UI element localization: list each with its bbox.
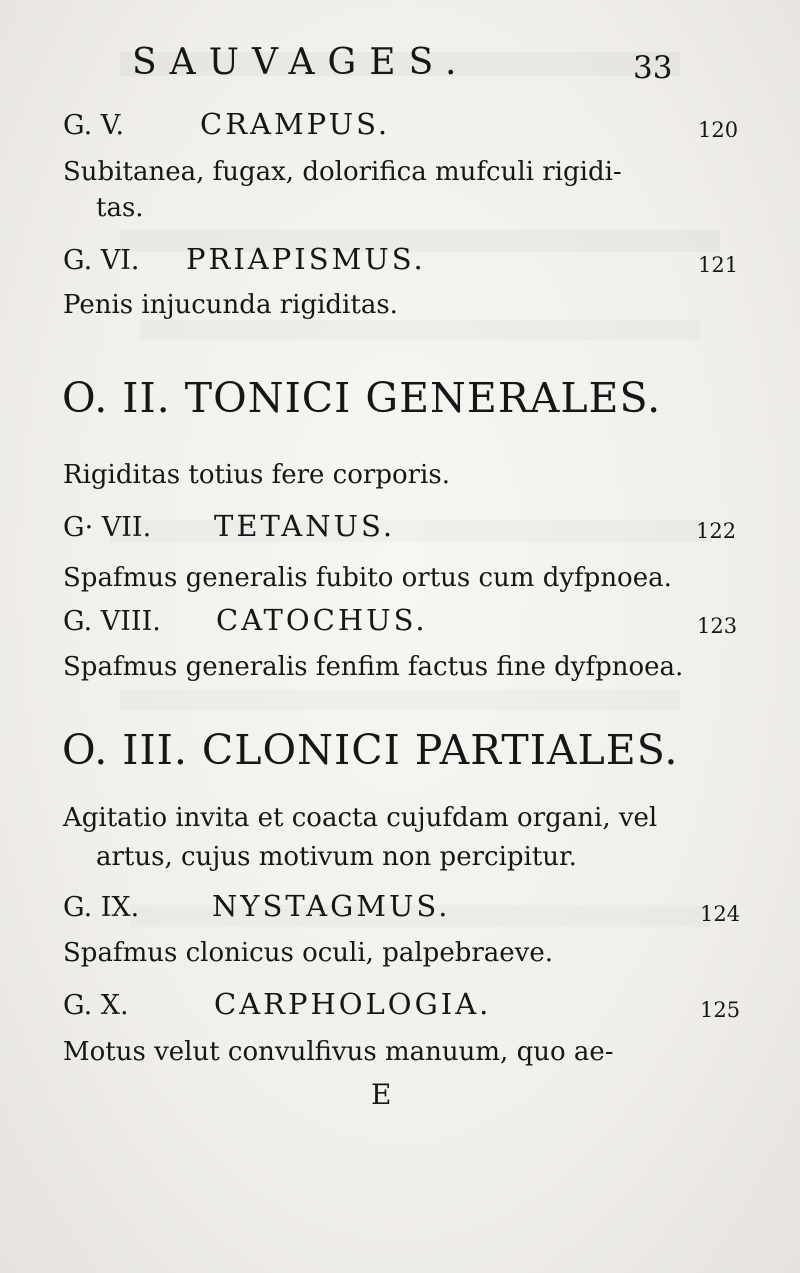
genus-number: 125 <box>700 998 741 1022</box>
page-number: 33 <box>633 50 673 86</box>
order-title: O. II. TONICI GENERALES. <box>62 374 662 422</box>
order-description: Agitatio invita et coacta cujufdam organi, vel <box>63 803 658 833</box>
genus-description: Motus velut convulfivus manuum, quo ae- <box>63 1037 614 1067</box>
genus-description: Spafmus clonicus oculi, palpebraeve. <box>63 938 554 968</box>
genus-number: 122 <box>696 519 737 543</box>
signature-mark: E <box>371 1078 392 1111</box>
genus-description-continued: tas. <box>96 193 144 223</box>
genus-code: G. VI. <box>63 245 140 276</box>
genus-name: NYSTAGMUS. <box>212 889 451 923</box>
order-title: O. III. CLONICI PARTIALES. <box>62 726 679 774</box>
genus-description: Subitanea, fugax, dolorifica mufculi rigidi- <box>63 157 622 187</box>
genus-name: TETANUS. <box>214 509 396 543</box>
genus-description: Spafmus generalis fubito ortus cum dyfpnoea. <box>63 563 672 593</box>
order-description: Rigiditas totius fere corporis. <box>63 460 450 490</box>
genus-description: Spafmus generalis fenfim factus fine dyfpnoea. <box>63 652 684 682</box>
bleed-through-shade <box>140 320 700 340</box>
running-title: SAUVAGES. <box>132 42 470 83</box>
genus-code: G. VIII. <box>63 606 161 637</box>
genus-name: PRIAPISMUS. <box>186 242 426 276</box>
genus-code: G. V. <box>63 110 125 141</box>
genus-name: CATOCHUS. <box>216 603 428 637</box>
genus-number: 124 <box>700 902 741 926</box>
genus-number: 121 <box>698 253 739 277</box>
genus-description: Penis injucunda rigiditas. <box>63 290 398 320</box>
bleed-through-shade <box>110 520 710 542</box>
genus-code: G. X. <box>63 990 129 1021</box>
genus-name: CARPHOLOGIA. <box>214 987 492 1021</box>
genus-code: G· VII. <box>63 512 152 543</box>
genus-number: 123 <box>697 614 738 638</box>
order-description-continued: artus, cujus motivum non percipitur. <box>96 842 577 872</box>
genus-number: 120 <box>698 118 739 142</box>
genus-name: CRAMPUS. <box>200 107 391 141</box>
genus-code: G. IX. <box>63 892 140 923</box>
bleed-through-shade <box>120 690 680 710</box>
